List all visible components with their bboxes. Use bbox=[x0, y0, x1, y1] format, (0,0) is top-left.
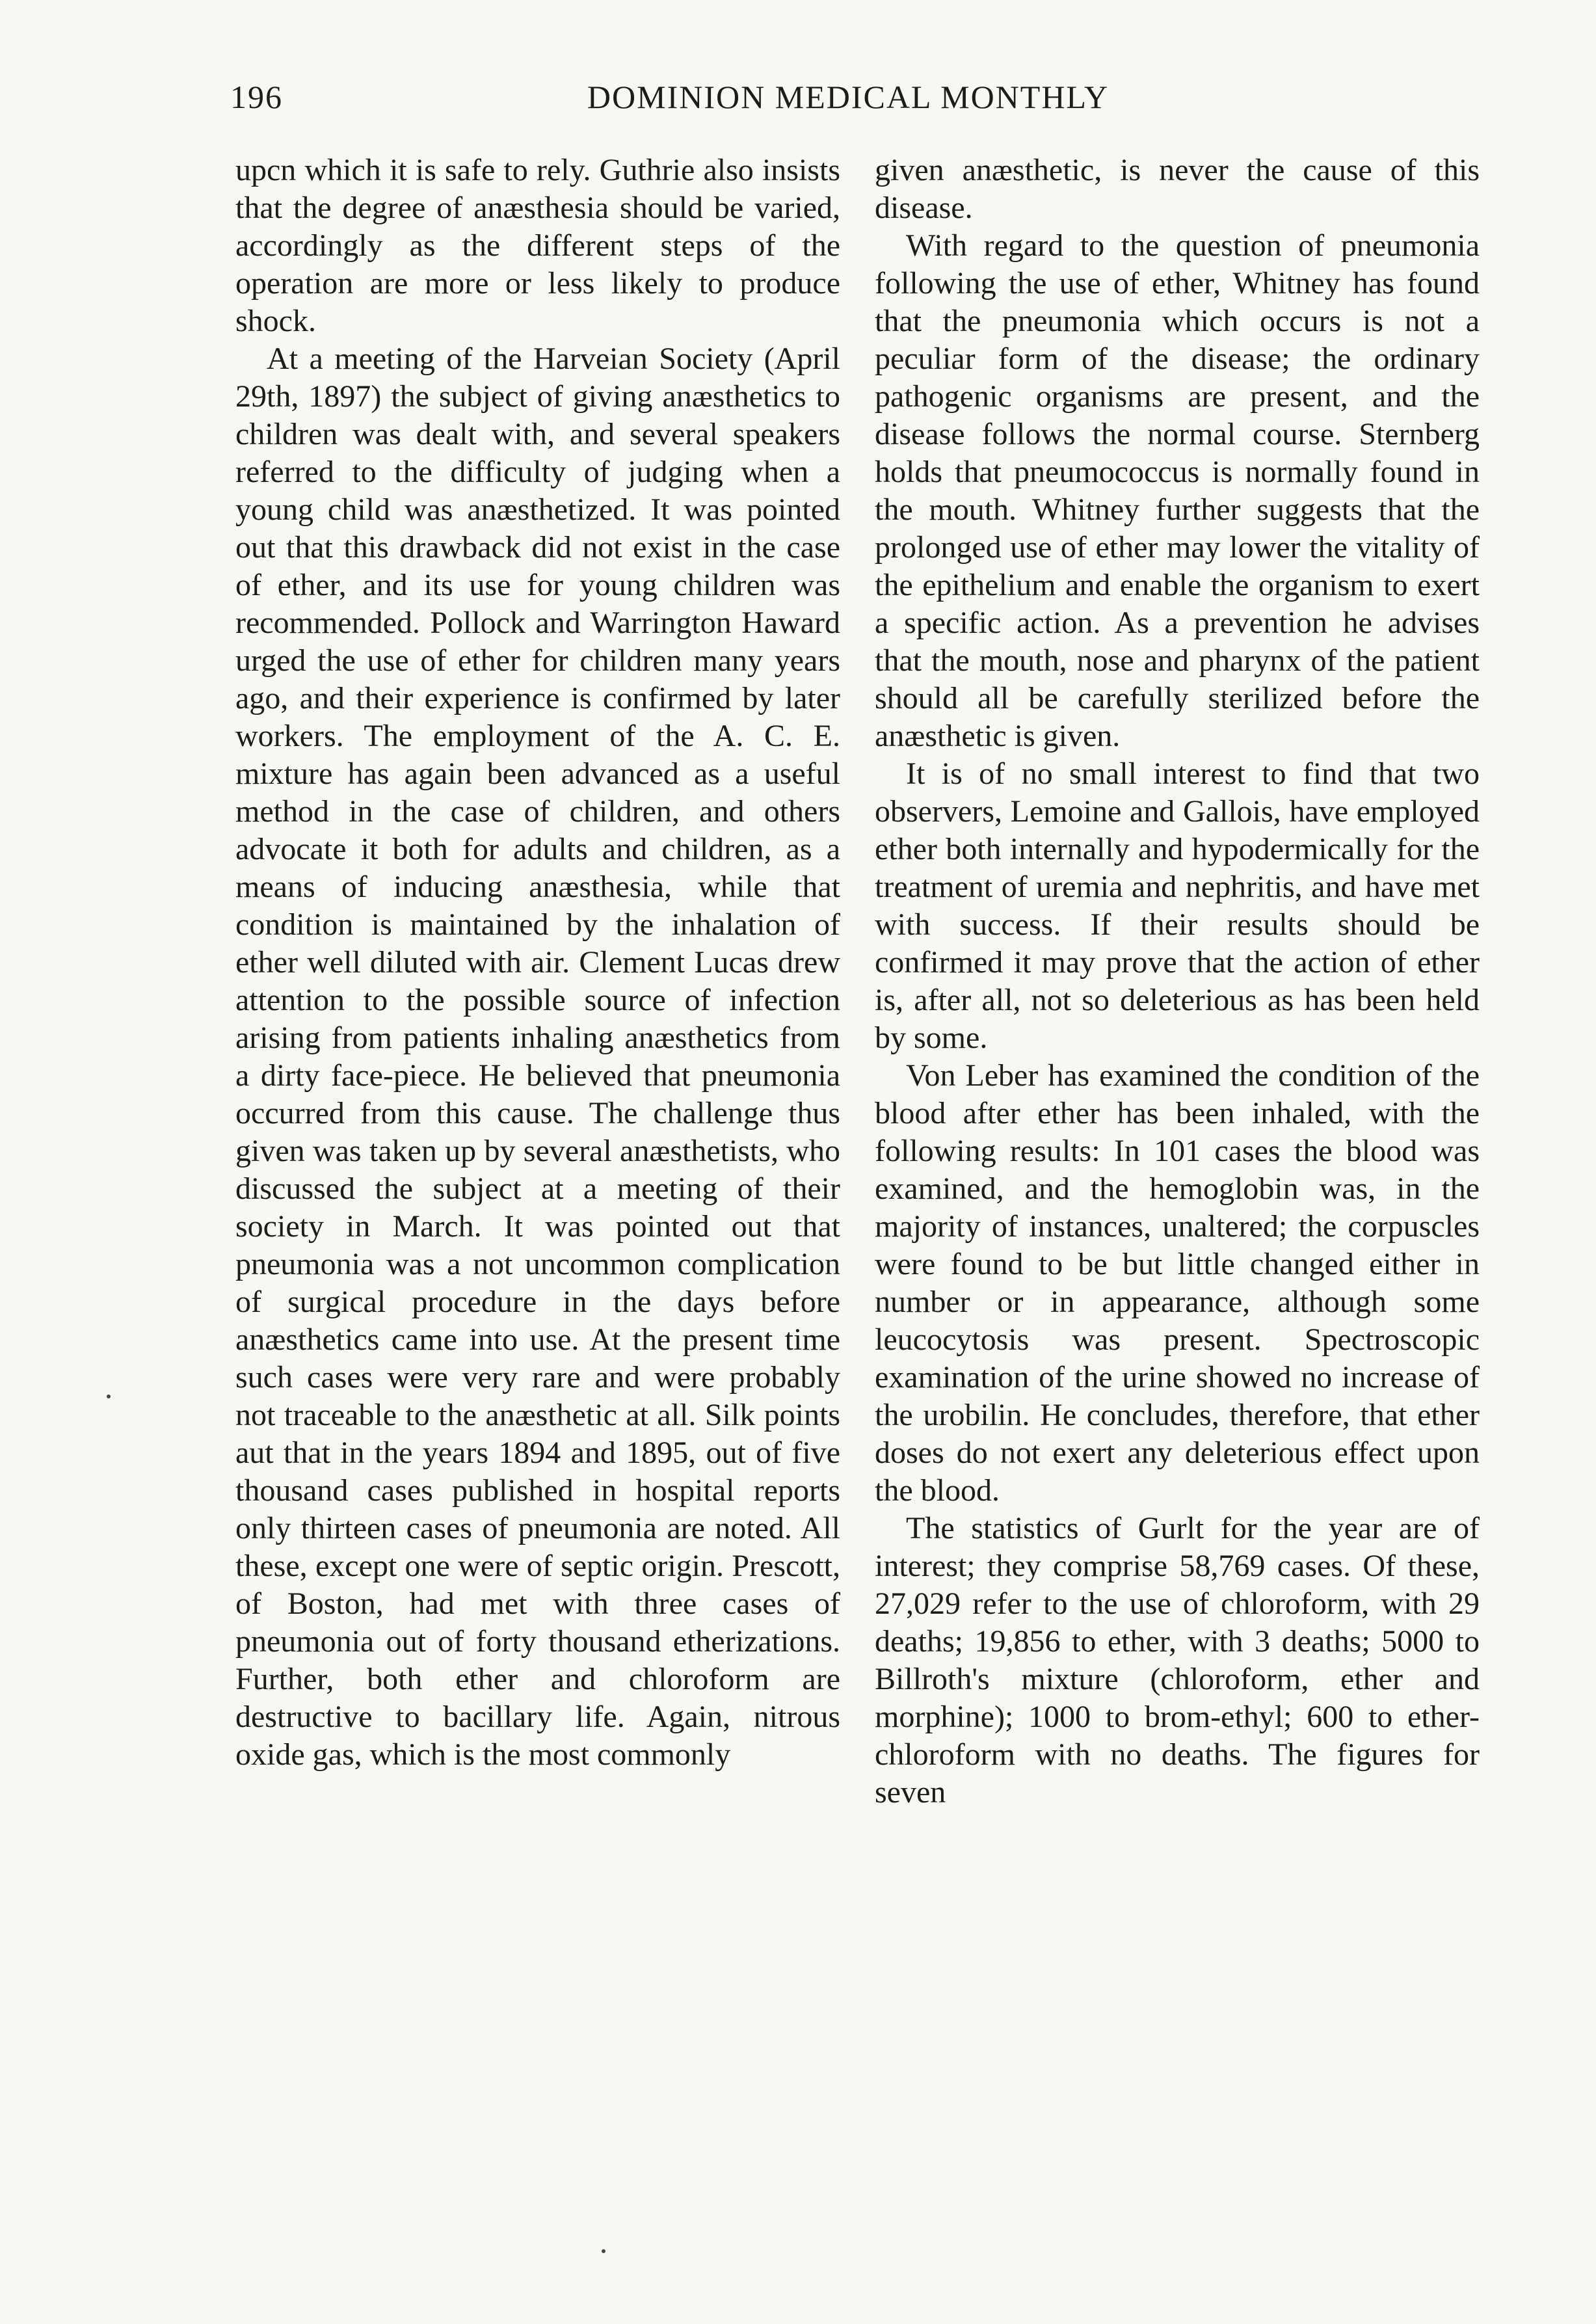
left-column bbox=[235, 152, 840, 1774]
paragraph: given anæsthetic, is never the cause of this disease. bbox=[875, 153, 1480, 225]
paragraph: With regard to the question of pneumonia following the use of ether, Whitney has found that the pneumonia which occurs is not a peculiar form of the disease; the ordinary pathogenic organisms are present, and the disease follows the normal course. Sternberg holds that pneumococcus is normally found in the mouth. Whitney further suggests that the prolonged use of ether may lower the vitality of the epithelium and enable the organism to exert a specific action. As a prevention he advises that the mouth, nose and pharynx of the patient should all be carefully sterilized before the anæsthetic is given. bbox=[875, 228, 1480, 753]
scan-speck bbox=[602, 2249, 605, 2253]
running-title: DOMINION MEDICAL MONTHLY bbox=[587, 79, 1110, 115]
paragraph: upcn which it is safe to rely. Guthrie also insists that the degree of anæsthesia should be varied, accordingly as the different steps of the operation are more or less likely to produce shock. bbox=[235, 153, 840, 338]
paragraph: It is of no small interest to find that two observers, Lemoine and Gallois, have employed ether both internally and hypodermically for the treatment of uremia and nephritis, and have met with success. If their results should be confirmed it may prove that the action of ether is, after all, not so deleterious as has been held by some. bbox=[875, 756, 1480, 1055]
page-header bbox=[230, 70, 1466, 129]
right-column bbox=[875, 152, 1480, 1811]
paragraph: Von Leber has examined the condition of the blood after ether has been inhaled, with the following results: In 101 cases the blood was examined, and the hemoglobin was, in the majority of instances, unaltered; the corpuscles were found to be but little changed either in number or in appearance, although some leucocytosis was present. Spectroscopic examination of the urine showed no increase of the urobilin. He concludes, therefore, that ether doses do not exert any deleterious effect upon the blood. bbox=[875, 1058, 1480, 1508]
page-number: 196 bbox=[230, 79, 283, 115]
scan-speck bbox=[107, 1395, 111, 1398]
paragraph: The statistics of Gurlt for the year are of interest; they comprise 58,769 cases. Of these, 27,029 refer to the use of chloroform, with 29 deaths; 19,856 to ether, with 3 deaths; 5000 to Billroth's mixture (chloroform, ether and morphine); 1000 to brom-ethyl; 600 to ether-chloroform with no deaths. The figures for seven bbox=[875, 1511, 1480, 1810]
paragraph: At a meeting of the Harveian Society (April 29th, 1897) the subject of giving anæsthetics to children was dealt with, and several speakers referred to the difficulty of judging when a young child was anæsthetized. It was pointed out that this drawback did not exist in the case of ether, and its use for young children was recommended. Pollock and Warrington Haward urged the use of ether for children many years ago, and their experience is confirmed by later workers. The employment of the A. C. E. mixture has again been advanced as a useful method in the case of children, and others advocate it both for adults and children, as a means of inducing anæsthesia, while that condition is maintained by the inhalation of ether well diluted with air. Clement Lucas drew attention to the possible source of infection arising from patients inhaling anæsthetics from a dirty face-piece. He believed that pneumonia occurred from this cause. The challenge thus given was taken up by several anæsthetists, who discussed the subject at a meeting of their society in March. It was pointed out that pneumonia was a not uncommon complication of surgical procedure in the days before anæsthetics came into use. At the present time such cases were very rare and were probably not traceable to the anæsthetic at all. Silk points aut that in the years 1894 and 1895, out of five thousand cases published in hospital reports only thirteen cases of pneumonia are noted. All these, except one were of septic origin. Prescott, of Boston, had met with three cases of pneumonia out of forty thousand etherizations. Further, both ether and chloroform are destructive to bacillary life. Again, nitrous oxide gas, which is the most commonly bbox=[235, 341, 840, 1772]
